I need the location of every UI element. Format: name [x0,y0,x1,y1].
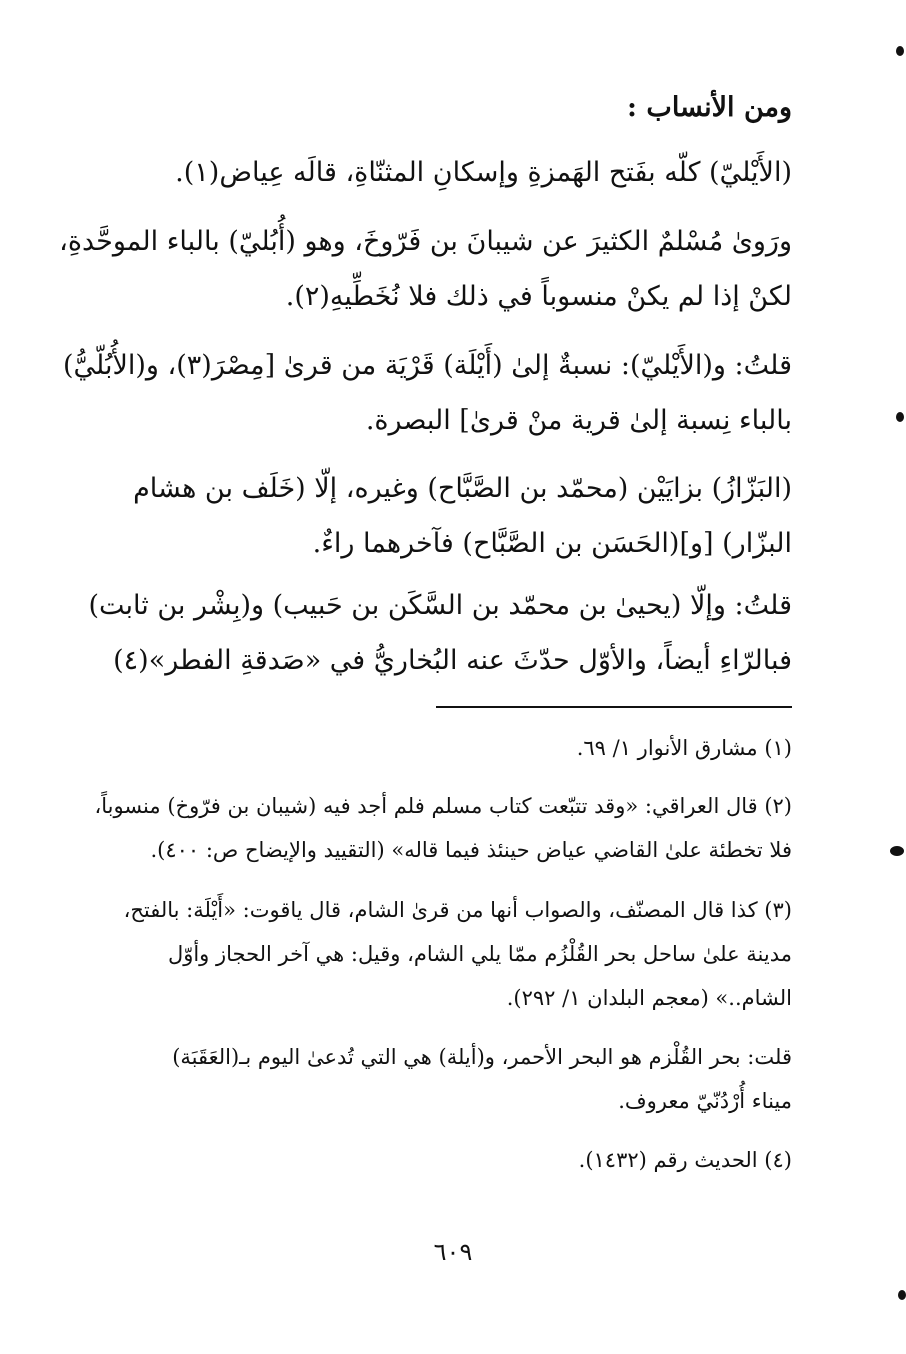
paragraph-3-line-1: قلتُ: و(الأَيْليّ): نسبةٌ إلىٰ (أَيْلَة) قَرْيَة من قرىٰ [مِصْرَ(٣)، و(الأُبُلّيُّ) [62,350,792,381]
scan-mark-footnote-right [890,846,904,856]
page-number: ٦٠٩ [433,1238,473,1266]
footnote-2-line-1: (٢) قال العراقي: «وقد تتبّعت كتاب مسلم فلم أجد فيه (شيبان بن فرّوخ) منسوباً، [94,794,792,818]
paragraph-2-line-2: لكنْ إذا لم يكنْ منسوباً في ذلك فلا نُخَطِّيهِ(٢). [285,281,792,312]
footnote-separator [436,706,792,708]
footnote-3-line-1: (٣) كذا قال المصنّف، والصواب أنها من قرىٰ الشام، قال ياقوت: «أَيْلَة: بالفتح، [123,898,792,922]
footnote-3-line-2: مدينة علىٰ ساحل بحر القُلْزُم ممّا يلي الشام، وقيل: هي آخر الحجاز وأوّل [167,942,792,966]
paragraph-5-line-1: قلتُ: وإلّا (يحيىٰ بن محمّد بن السَّكَن بن حَبيب) و(بِشْر بن ثابت) [88,590,792,621]
scan-mark-bottom-right [898,1290,906,1300]
scan-mark-top-right [896,46,904,56]
scan-mark-middle-right [896,412,904,422]
footnote-1: (١) مشارق الأنوار ١/ ٦٩. [576,736,792,760]
paragraph-2-line-1: ورَوىٰ مُسْلمٌ الكثيرَ عن شيبانَ بن فَرّوخَ، وهو (أُبُليّ) بالباء الموحَّدةِ، [59,226,792,257]
footnote-3-note-line-2: ميناء أُرْدُنّيّ معروف. [618,1089,792,1113]
paragraph-4-line-1: (البَزّازُ) بزايَيْن (محمّد بن الصَّبَّاح) وغيره، إلّا (خَلَف بن هشام [133,473,792,504]
footnote-2-line-2: فلا تخطئة علىٰ القاضي عياض حينئذ فيما قاله» (التقييد والإيضاح ص: ٤٠٠). [150,838,792,862]
footnote-3-note-line-1: قلت: بحر القُلْزم هو البحر الأحمر، و(أيلة) هي التي تُدعىٰ اليوم بـ(العَقَبَة) [172,1045,792,1069]
section-heading: ومن الأنساب : [627,92,792,123]
paragraph-1-line-1: (الأَيْليّ) كلّه بفَتح الهَمزةِ وإسكانِ المثنّاةِ، قالَه عِياض(١). [175,157,792,188]
paragraph-3-line-2: بالباء نِسبة إلىٰ قرية منْ قرىٰ] البصرة. [365,405,792,436]
footnote-3-line-3: الشام..» (معجم البلدان ١/ ٢٩٢). [506,986,792,1010]
paragraph-4-line-2: البزّار) [و](الحَسَن بن الصَّبَّاح) فآخرهما راءٌ. [312,528,792,559]
footnote-4: (٤) الحديث رقم (١٤٣٢). [578,1148,792,1172]
paragraph-5-line-2: فبالرّاءِ أيضاً، والأوّل حدّثَ عنه البُخاريُّ في «صَدقةِ الفطر»(٤) [113,645,792,676]
